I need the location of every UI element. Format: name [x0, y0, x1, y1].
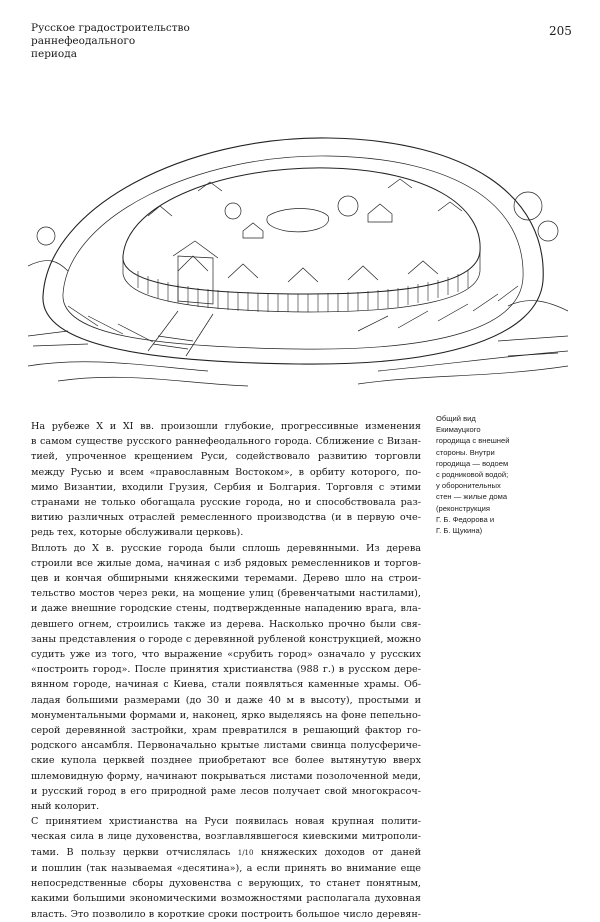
text-line: ный колорит. — [31, 801, 100, 813]
text-line: какими большими экономическими возможностями располагала духовная — [31, 893, 421, 905]
text-line — [31, 845, 421, 861]
text-line: странами не только обогащала русские города, но и способствовала раз- — [31, 497, 421, 509]
text-line: и даже внешние городские стены, подтвержденные нападению врага, вла- — [31, 603, 421, 615]
text-line: строили все жилые дома, начиная с изб рядовых ремесленников и торгов- — [31, 557, 421, 569]
text-line: и пошлин (так называемая «десятина»), а если принять во внимание еще — [31, 862, 421, 874]
text-line: серой деревянной застройки, храм превратился в решающий фактор го- — [31, 725, 421, 737]
body-text — [31, 419, 421, 922]
caption-line: с родниковой водой; — [436, 470, 509, 480]
text-line: редь тех, которые обслуживали церковь). — [31, 527, 244, 539]
text-line: вянном городе, начиная с Киева, стали появляться каменные храмы. Об- — [31, 679, 421, 691]
paragraph-2 — [31, 541, 421, 815]
figure-caption — [436, 413, 584, 536]
paragraph-3 — [31, 814, 421, 921]
text-line: непосредственные сборы духовенства с верующих, то станет понятным, — [31, 878, 421, 890]
text-line: Вплоть до X в. русские города были сплошь деревянными. Из дерева — [31, 542, 421, 554]
text-line: На рубеже X и XI вв. произошли глубокие, прогрессивные изменения — [31, 421, 421, 432]
text-line: заны представления о городе с деревянной рубленой конструкцией, можно — [31, 633, 421, 645]
text-line: монументальными формами и, наконец, ярко выделяясь на фоне пепельно- — [31, 709, 421, 721]
text-line: тией, упроченное крещением Руси, содействовало развитию торговли — [31, 451, 421, 463]
text-fragment: тами. В пользу церкви отчислялась — [31, 846, 238, 858]
text-line: ские купола церквей позднее приобретают все более вытянутую вверх — [31, 755, 421, 767]
text-line: «построить город». После принятия христианства (988 г.) в русском дере- — [31, 664, 421, 676]
paragraph-1 — [31, 419, 421, 541]
caption-line: у оборонительных — [436, 481, 501, 491]
text-line: и русский город в его природной раме лесов получает свой многокрасоч- — [31, 785, 421, 797]
text-line: между Русью и всем «православным Востоком», в орбиту которого, по- — [31, 466, 421, 478]
caption-line: Общий вид — [436, 414, 476, 423]
caption-line: Г. Б. Федорова и — [436, 514, 495, 524]
page-number: 205 — [549, 24, 572, 38]
caption-line: Г. Б. Щукина) — [436, 526, 483, 536]
caption-line: городища — водоем — [436, 458, 509, 468]
running-title-line1: Русское градостроительство раннефеодального — [31, 22, 190, 47]
text-line: тельство мостов через реки, на мощение улиц (бревенчатыми настилами), — [31, 588, 421, 600]
text-fragment: княжеских доходов от даней — [253, 846, 422, 858]
fortress-illustration — [28, 66, 572, 396]
text-line: мимо Византии, входили Грузия, Сербия и Болгария. Торговля с этими — [31, 481, 421, 493]
text-line: родского ансамбля. Первоначально крытые листами свинца полусфериче- — [31, 740, 421, 752]
text-line: девшего огнем, строились также из дерева. Насколько прочно были свя- — [31, 618, 421, 630]
text-line: ческая сила в лице духовенства, возглавлявшегося киевскими митрополи- — [31, 831, 421, 843]
text-line: ладая большими размерами (до 30 и даже 40 м в высоту), простыми и — [31, 694, 421, 706]
caption-line: Екимауцкого — [436, 425, 481, 435]
running-title-line2: периода — [31, 48, 77, 60]
text-line: цев и кончая обширными княжескими теремами. Дерево шло на строи- — [31, 573, 421, 585]
text-line: С принятием христианства на Руси появилась новая крупная полити- — [31, 816, 421, 828]
caption-line: городища с внешней — [436, 436, 510, 446]
fraction: 1/10 — [237, 848, 254, 857]
caption-line: (реконструкция — [436, 503, 491, 513]
text-line: витию различных отраслей ремесленного производства (и в первую оче- — [31, 512, 421, 524]
text-line: в самом существе русского раннефеодального города. Сближение с Визан- — [31, 436, 421, 448]
running-head — [31, 22, 291, 61]
text-line: шлемовидную форму, начинают покрываться листами позолоченной меди, — [31, 770, 421, 782]
fortress-drawing — [28, 66, 572, 396]
text-line: судить уже из того, что выражение «срубить город» означало у русских — [31, 649, 421, 661]
caption-line: стороны. Внутри — [436, 447, 495, 457]
text-line: власть. Это позволило в короткие сроки построить большое число деревян- — [31, 908, 421, 920]
caption-line: стен — жилые дома — [436, 492, 508, 502]
